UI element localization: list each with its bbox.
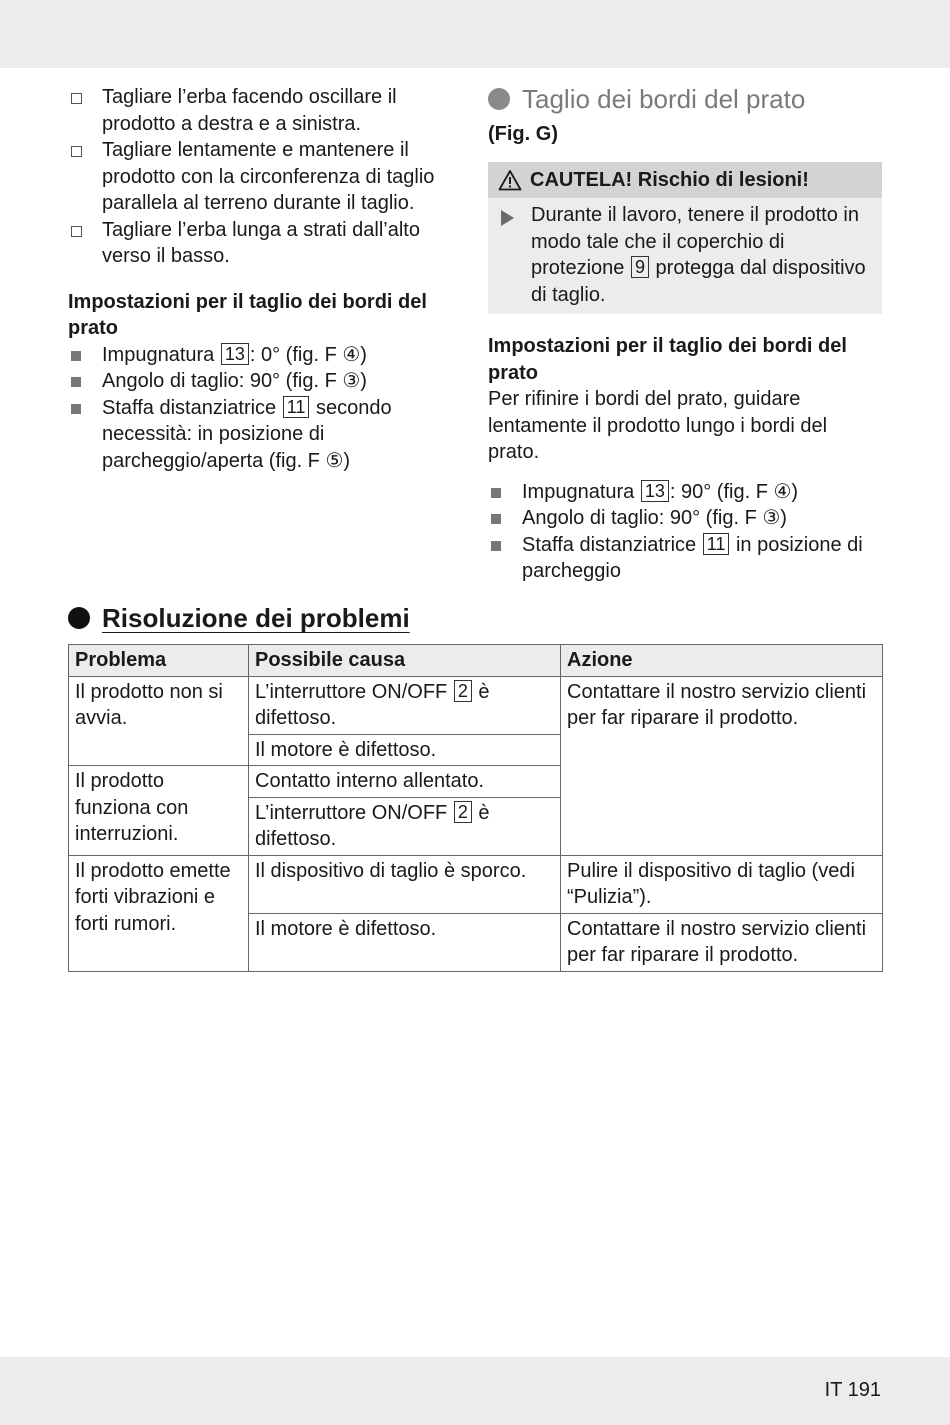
- settings-heading: Impostazioni per il taglio dei bordi del prato: [488, 335, 847, 384]
- problem-cell: Il prodotto funziona con interruzioni.: [69, 766, 249, 856]
- caution-text: Durante il lavoro, tenere il prodotto in modo tale che il coperchio di protezione 9 protegga dal dispositivo di taglio.: [488, 198, 882, 314]
- right-column: [488, 84, 882, 585]
- arrow-right-icon: [501, 210, 514, 226]
- checkbox-icon: [71, 146, 82, 157]
- list-item: Tagliare l’erba facendo oscillare il prodotto a destra e a sinistra.: [68, 84, 468, 137]
- list-item: Impugnatura 13 : 0° (fig. F ④): [68, 342, 468, 369]
- problem-cell: Il prodotto emette forti vibrazioni e forti rumori.: [69, 855, 249, 971]
- square-bullet-icon: [71, 377, 81, 387]
- bullet-dot-icon: [68, 607, 90, 629]
- square-bullet-icon: [491, 541, 501, 551]
- section-title: Taglio dei bordi del prato: [488, 84, 882, 114]
- troubleshooting-title: Risoluzione dei problemi: [68, 603, 410, 633]
- part-number-badge: 13: [641, 480, 669, 502]
- left-column: [68, 84, 468, 474]
- action-cell: Contattare il nostro servizio clienti per far riparare il prodotto.: [561, 913, 883, 971]
- cause-cell: Il motore è difettoso.: [249, 734, 561, 766]
- checkbox-icon: [71, 93, 82, 104]
- part-number-badge: 9: [631, 256, 649, 278]
- header-band: [0, 0, 950, 68]
- checkbox-icon: [71, 226, 82, 237]
- list-item: Impugnatura 13 : 90° (fig. F ④): [488, 479, 882, 506]
- cause-cell: Il motore è difettoso.: [249, 913, 561, 971]
- cause-cell: Il dispositivo di taglio è sporco.: [249, 855, 561, 913]
- problem-cell: Il prodotto non si avvia.: [69, 676, 249, 766]
- square-bullet-icon: [491, 488, 501, 498]
- table-row: [69, 855, 883, 913]
- caution-header: CAUTELA! Rischio di lesioni!: [488, 162, 882, 199]
- figure-reference: (Fig. G): [488, 123, 558, 145]
- square-bullet-icon: [491, 514, 501, 524]
- list-item: Angolo di taglio: 90° (fig. F ③): [68, 368, 468, 395]
- bullet-dot-icon: [488, 88, 510, 110]
- action-cell: Pulire il dispositivo di taglio (vedi “Pulizia”).: [561, 855, 883, 913]
- troubleshooting-table: [68, 644, 883, 972]
- action-cell: Contattare il nostro servizio clienti per far riparare il prodotto.: [561, 676, 883, 855]
- square-bullet-icon: [71, 404, 81, 414]
- table-header-row: [69, 645, 883, 677]
- settings-list: [68, 342, 468, 475]
- list-item: Staffa distanziatrice 11 in posizione di parcheggio: [488, 532, 882, 585]
- cutting-tips-list: [68, 84, 468, 270]
- settings-intro: Per rifinire i bordi del prato, guidare lentamente il prodotto lungo i bordi del prato.: [488, 388, 828, 463]
- column-header: Possibile causa: [249, 645, 561, 677]
- cause-cell: L’interruttore ON/OFF 2 è difettoso.: [249, 797, 561, 855]
- cause-cell: L’interruttore ON/OFF 2 è difettoso.: [249, 676, 561, 734]
- column-header: Problema: [69, 645, 249, 677]
- part-number-badge: 2: [454, 801, 472, 823]
- part-number-badge: 11: [703, 533, 730, 555]
- column-header: Azione: [561, 645, 883, 677]
- warning-icon: [498, 169, 522, 191]
- settings-heading: Impostazioni per il taglio dei bordi del prato: [68, 290, 427, 339]
- settings-list: [488, 479, 882, 585]
- table-row: [69, 676, 883, 734]
- caution-box: [488, 162, 882, 315]
- list-item: Angolo di taglio: 90° (fig. F ③): [488, 505, 882, 532]
- cause-cell: Contatto interno allentato.: [249, 766, 561, 798]
- list-item: Tagliare lentamente e mantenere il prodotto con la circonferenza di taglio parallela al terreno durante il taglio.: [68, 137, 468, 217]
- list-item: Staffa distanziatrice 11 secondo necessità: in posizione di parcheggio/aperta (fig. F ⑤): [68, 395, 468, 475]
- square-bullet-icon: [71, 351, 81, 361]
- list-item: Tagliare l’erba lunga a strati dall’alto verso il basso.: [68, 217, 468, 270]
- page-number: IT 191: [824, 1379, 881, 1401]
- part-number-badge: 11: [283, 396, 310, 418]
- part-number-badge: 13: [221, 343, 249, 365]
- footer-band: [0, 1357, 950, 1425]
- part-number-badge: 2: [454, 680, 472, 702]
